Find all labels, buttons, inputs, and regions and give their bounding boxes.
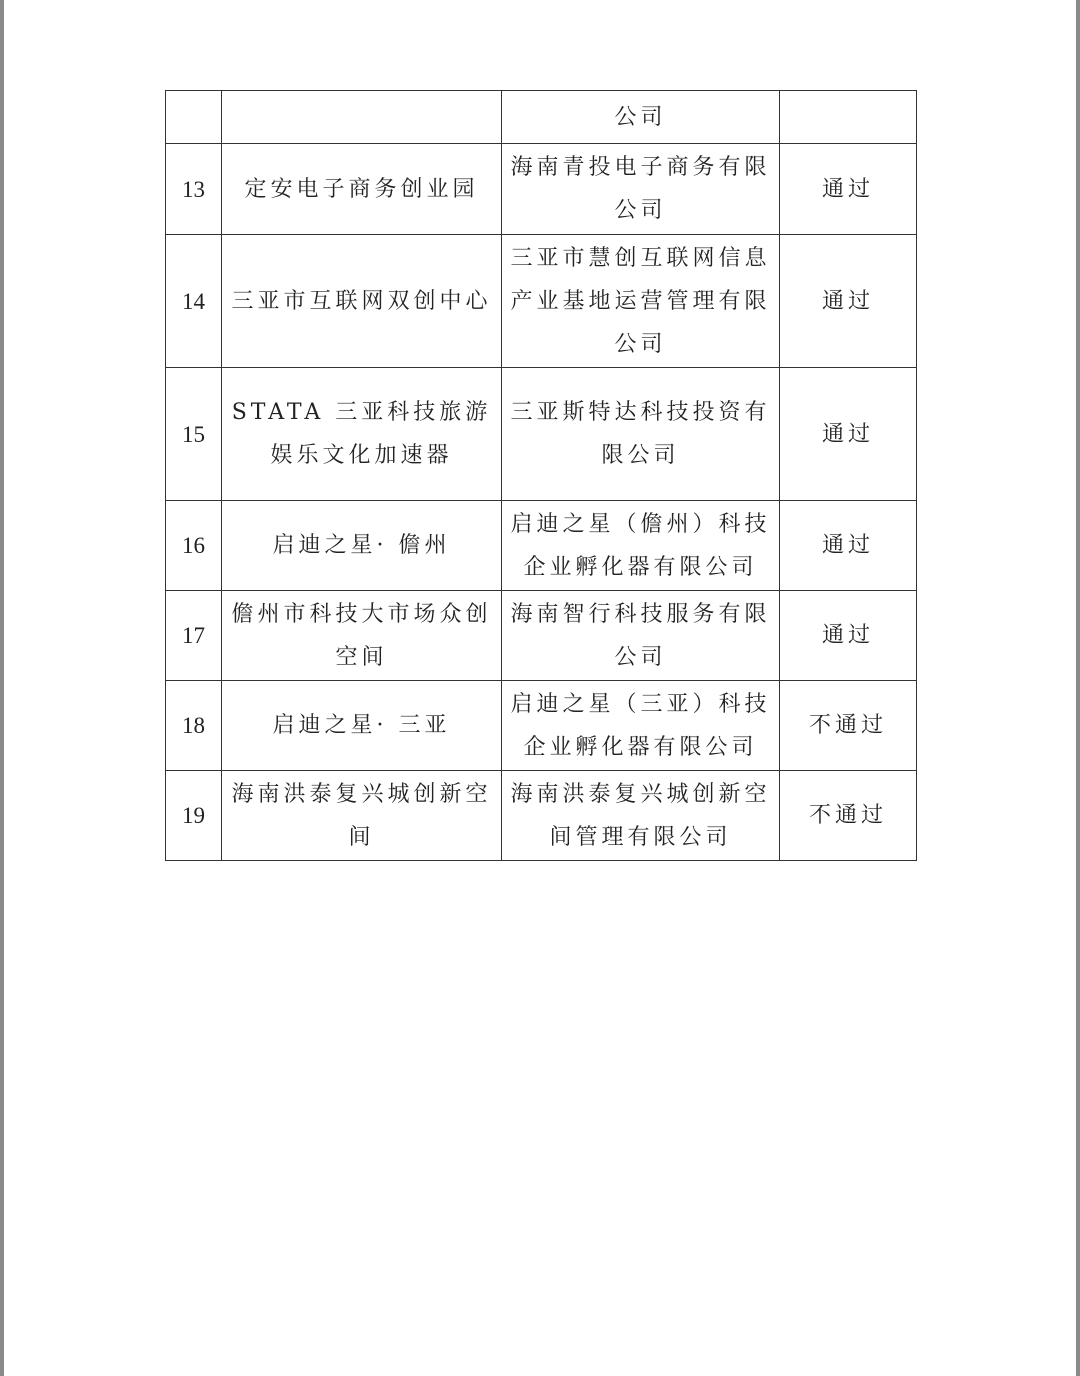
table-row: [166, 144, 917, 235]
operator-name: 三亚斯特达科技投资有限公司: [502, 368, 780, 501]
row-number: [166, 91, 222, 144]
operator-name: 三亚市慧创互联网信息产业基地运营管理有限公司: [502, 235, 780, 368]
review-result: 通过: [780, 235, 917, 368]
operator-name: 公司: [502, 91, 780, 144]
operator-name: 启迪之星（三亚）科技企业孵化器有限公司: [502, 681, 780, 771]
space-name: STATA 三亚科技旅游娱乐文化加速器: [222, 368, 502, 501]
row-number: 19: [166, 771, 222, 861]
operator-name: 海南青投电子商务有限公司: [502, 144, 780, 235]
row-number: 18: [166, 681, 222, 771]
row-number: 14: [166, 235, 222, 368]
space-name: 启迪之星· 儋州: [222, 501, 502, 591]
table-row: [166, 368, 917, 501]
review-result: 通过: [780, 368, 917, 501]
space-name: 儋州市科技大市场众创空间: [222, 591, 502, 681]
space-name: 启迪之星· 三亚: [222, 681, 502, 771]
review-result: 不通过: [780, 681, 917, 771]
operator-name: 海南洪泰复兴城创新空间管理有限公司: [502, 771, 780, 861]
review-result: 不通过: [780, 771, 917, 861]
table-row: [166, 501, 917, 591]
page-edge-right: [1076, 0, 1080, 1376]
review-result: 通过: [780, 501, 917, 591]
review-result: [780, 91, 917, 144]
space-name: 三亚市互联网双创中心: [222, 235, 502, 368]
operator-name: 海南智行科技服务有限公司: [502, 591, 780, 681]
operator-name: 启迪之星（儋州）科技企业孵化器有限公司: [502, 501, 780, 591]
table-row: [166, 771, 917, 861]
row-number: 17: [166, 591, 222, 681]
space-name: [222, 91, 502, 144]
review-result: 通过: [780, 144, 917, 235]
table-row: [166, 681, 917, 771]
table-row: [166, 235, 917, 368]
review-result: 通过: [780, 591, 917, 681]
row-number: 15: [166, 368, 222, 501]
row-number: 13: [166, 144, 222, 235]
row-number: 16: [166, 501, 222, 591]
space-name: 定安电子商务创业园: [222, 144, 502, 235]
table-row: [166, 91, 917, 144]
table-row: [166, 591, 917, 681]
page-edge-left: [0, 0, 4, 1376]
space-name: 海南洪泰复兴城创新空间: [222, 771, 502, 861]
results-table: [165, 90, 917, 861]
